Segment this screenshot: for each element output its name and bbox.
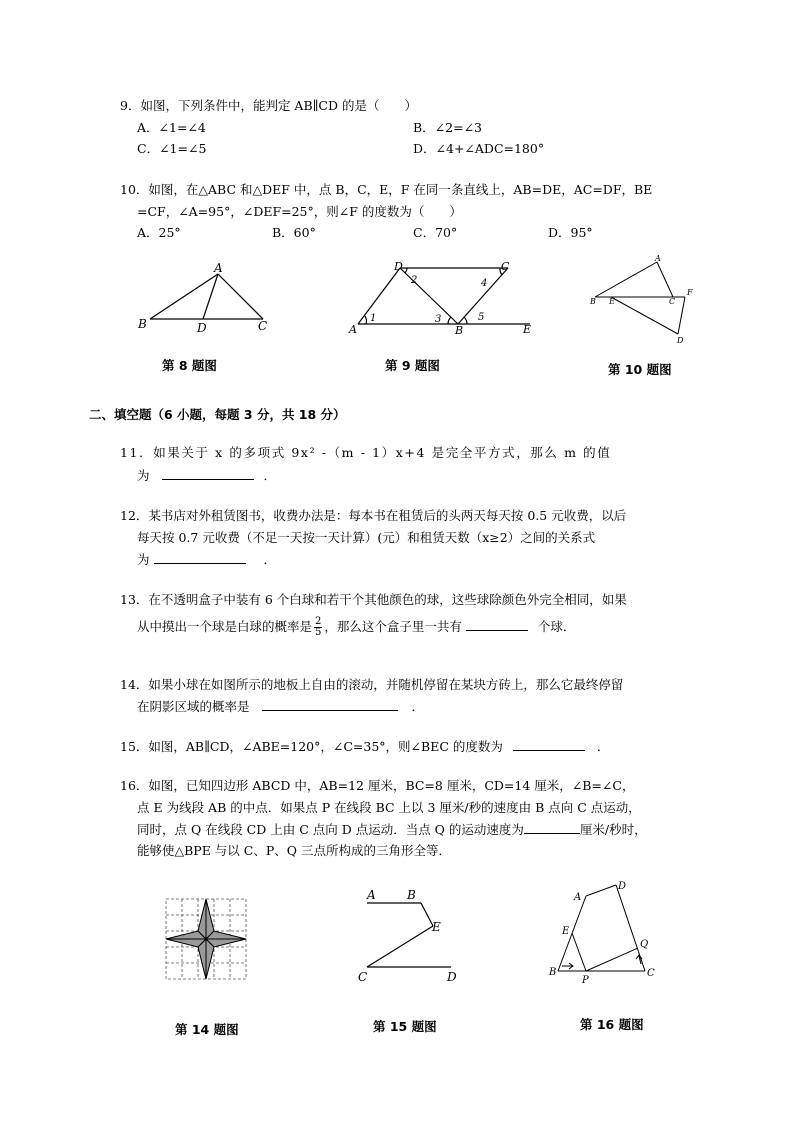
q16-line2: 点 E 为线段 AB 的中点．如果点 P 在线段 BC 上以 3 厘米/秒的速度由 B 点向 C 点运动， [137,800,641,815]
q14-line2 [137,698,424,715]
fig10-label-d: D [677,336,684,345]
q12-line2: 每天按 0.7 元收费（不足一天按一天计算）(元）和租赁天数（x≥2）之间的关系式 [137,530,596,545]
fig10-label-c: C [669,297,676,306]
fig15-label-c: C [358,970,368,984]
fig9-angle-1: 1 [370,313,377,324]
q13-line2-pre: 从中摸出一个球是白球的概率是 [137,619,313,634]
fig15-label-e: E [432,920,441,934]
fig10-label-a: A [655,254,661,263]
q12-line3-post: ． [263,552,276,567]
q13-line1: 13．在不透明盒子中装有 6 个白球和若干个其他颜色的球，这些球除颜色外完全相同，如果 [120,592,627,607]
q13-answer-blank[interactable] [466,618,528,631]
fig8-label-c: C [258,319,268,333]
q9-option-c: C．∠1=∠5 [137,141,207,156]
q10-line2: =CF，∠A=95°，∠DEF=25°，则∠F 的度数为（ ） [137,204,462,219]
q12-line3-pre: 为 [137,552,150,567]
fig9-label-c: C [501,260,510,273]
q12-answer-blank[interactable] [154,551,246,564]
q14-line2-post: ． [411,699,424,714]
fig16-label-e: E [562,926,570,937]
figure-8 [130,258,280,338]
figure-10 [585,252,705,347]
q9-option-b: B．∠2=∠3 [413,120,483,135]
fig9-label-e: E [523,323,532,336]
q16-line1: 16．如图，已知四边形 ABCD 中，AB=12 厘米，BC=8 厘米，CD=14 厘米，∠B=∠C， [120,778,635,793]
fig16-label-c: C [647,968,655,979]
fig10-label-f: F [687,288,693,297]
q10-line1: 10．如图，在△ABC 和△DEF 中，点 B，C，E，F 在同一条直线上，AB=DE，AC=DF，BE [120,182,653,197]
fig8-label-b: B [138,317,147,331]
q14-line2-pre: 在阴影区域的概率是 [137,699,250,714]
fig16-label-p: P [582,975,589,986]
q16-line3-pre: 同时，点 Q 在线段 CD 上由 C 点向 D 点运动．当点 Q 的运动速度为 [137,822,524,837]
q12-line3 [137,551,276,568]
fig16-label-b: B [549,967,557,978]
fig15-caption: 第 15 题图 [373,1019,437,1034]
fig10-label-e: E [609,297,615,306]
q13-line2 [137,617,575,638]
q9-option-a: A．∠1=∠4 [137,120,206,135]
fig9-angle-3: 3 [435,314,442,325]
fig16-label-q: Q [640,939,649,950]
q14-answer-blank[interactable] [262,698,398,711]
fig8-label-a: A [214,261,223,275]
figure-16 [540,876,665,988]
q15-line1 [120,738,609,755]
q11-line2 [137,467,276,484]
fig9-label-a: A [349,323,357,336]
q10-option-d: D．95° [548,225,593,240]
q16-line3-post: 厘米/秒时， [579,822,647,837]
fig15-label-d: D [447,970,457,984]
fig8-label-d: D [197,321,207,335]
fraction-denominator: 5 [315,627,322,638]
fig9-angle-2: 2 [411,275,418,286]
fig14-caption: 第 14 题图 [175,1022,239,1037]
q12-line1: 12．某书店对外租赁图书，收费办法是：每本书在租赁后的头两天每天按 0.5 元收费，以后 [120,508,627,523]
fig15-label-b: B [407,888,416,902]
probability-fraction [314,617,322,638]
q11-answer-blank[interactable] [162,467,254,480]
fig8-caption: 第 8 题图 [162,358,217,373]
q15-line1-post: ． [596,739,610,754]
q13-line2-post: 个球． [537,619,576,634]
figure-15 [355,885,475,990]
fig15-label-a: A [367,888,376,902]
section-title: 二、填空题（6 小题，每题 3 分，共 18 分） [89,407,346,422]
q15-answer-blank[interactable] [513,738,585,751]
fig9-label-d: D [394,260,403,273]
q14-line1: 14．如果小球在如图所示的地板上自由的滚动，并随机停留在某块方砖上，那么它最终停留 [120,677,624,692]
q11-line2-post: ． [263,468,276,483]
figure-9 [340,258,540,338]
fig16-label-a: A [574,892,582,903]
q11-line1: 11．如果关于 x 的多项式 9x² -（m - 1）x+4 是完全平方式，那么 m 的值 [120,445,612,460]
fig9-angle-5: 5 [478,312,485,323]
fig9-caption: 第 9 题图 [385,358,440,373]
q13-line2-mid: ，那么这个盒子里一共有 [324,619,462,634]
fig16-caption: 第 16 题图 [580,1017,644,1032]
fig9-angle-4: 4 [481,278,488,289]
q9-stem: 9．如图，下列条件中，能判定 AB∥CD 的是（ ） [120,98,417,113]
fraction-numerator: 2 [315,616,322,627]
fig9-label-b: B [455,324,464,337]
q16-answer-blank[interactable] [524,821,580,834]
fig10-caption: 第 10 题图 [608,362,672,377]
q11-line2-pre: 为 [137,468,150,483]
q10-option-b: B．60° [272,225,316,240]
q10-option-c: C．70° [413,225,458,240]
q10-option-a: A．25° [137,225,181,240]
q15-line1-pre: 15．如图，AB∥CD，∠ABE=120°，∠C=35°，则∠BEC 的度数为 [120,739,503,754]
q16-line4: 能够使△BPE 与以 C、P、Q 三点所构成的三角形全等． [137,843,451,858]
figure-14 [160,893,252,985]
q16-line3 [137,821,647,838]
fig16-label-d: D [618,881,627,892]
q9-option-d: D．∠4+∠ADC=180° [413,141,545,156]
fig10-label-b: B [590,297,596,306]
